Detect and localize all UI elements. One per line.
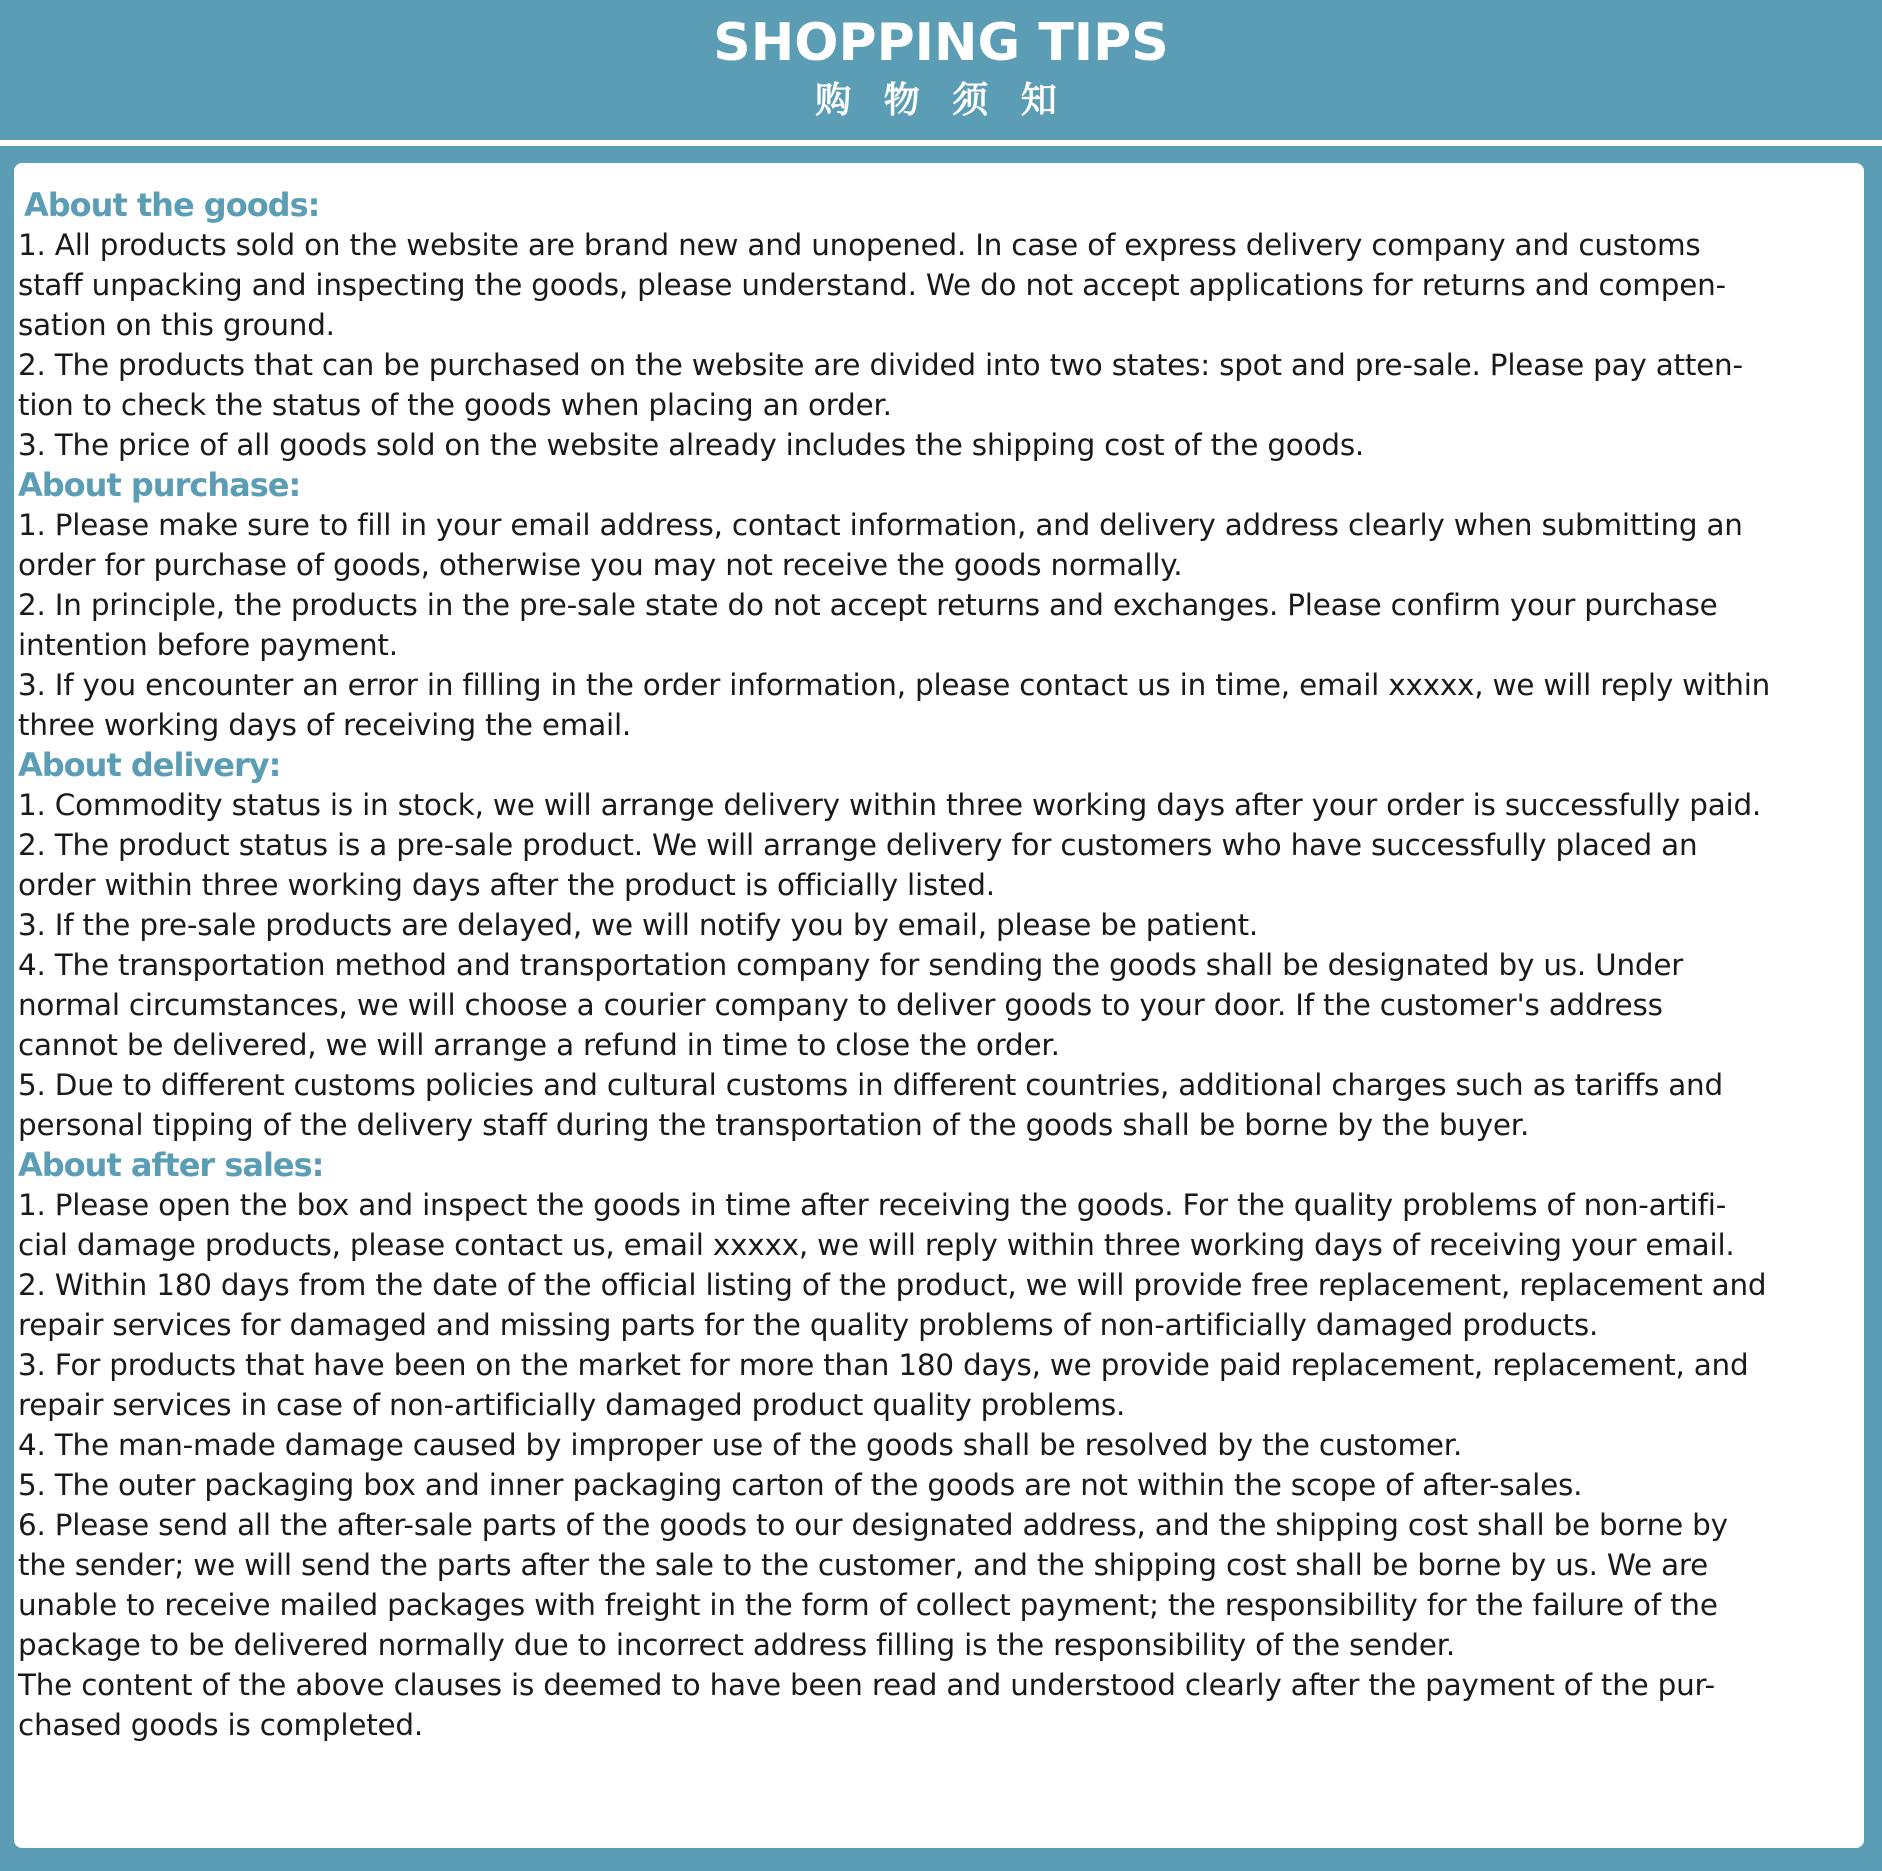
section-line: cannot be delivered, we will arrange a refund in time to close the order. bbox=[18, 1028, 1060, 1062]
section-line: The content of the above clauses is deemed to have been read and understood clearly after the payment of the pur- bbox=[18, 1668, 1715, 1702]
section-line: 1. Please open the box and inspect the goods in time after receiving the goods. For the quality problems of non-artifi- bbox=[18, 1188, 1727, 1222]
section-line: order for purchase of goods, otherwise you may not receive the goods normally. bbox=[18, 548, 1183, 582]
section-line: 3. If the pre-sale products are delayed, we will notify you by email, please be patient. bbox=[18, 908, 1259, 942]
section-delivery bbox=[18, 745, 1862, 1145]
page-title: SHOPPING TIPS bbox=[713, 13, 1169, 73]
section-line: 2. The product status is a pre-sale product. We will arrange delivery for customers who have successfully placed an bbox=[18, 828, 1698, 862]
section-line: normal circumstances, we will choose a courier company to deliver goods to your door. If the customer's address bbox=[18, 988, 1663, 1022]
section-line: intention before payment. bbox=[18, 628, 398, 662]
section-line: sation on this ground. bbox=[18, 308, 335, 342]
section-line: three working days of receiving the email. bbox=[18, 708, 632, 742]
section-line: 3. For products that have been on the market for more than 180 days, we provide paid replacement, replacement, and bbox=[18, 1348, 1749, 1382]
section-line: 6. Please send all the after-sale parts of the goods to our designated address, and the shipping cost shall be borne by bbox=[18, 1508, 1728, 1542]
section-line: the sender; we will send the parts after the sale to the customer, and the shipping cost shall be borne by us. We are bbox=[18, 1548, 1709, 1582]
header-banner bbox=[0, 0, 1882, 138]
section-heading: About purchase: bbox=[18, 466, 301, 504]
section-line: personal tipping of the delivery staff during the transportation of the goods shall be borne by the buyer. bbox=[18, 1108, 1530, 1142]
section-heading: About delivery: bbox=[18, 746, 281, 784]
content-panel bbox=[14, 163, 1864, 1848]
section-heading: About the goods: bbox=[24, 186, 320, 224]
section-line: 2. In principle, the products in the pre-sale state do not accept returns and exchanges. Please confirm your purchase bbox=[18, 588, 1718, 622]
section-after-sales bbox=[18, 1145, 1862, 1745]
content-body bbox=[18, 185, 1862, 1745]
section-line: repair services in case of non-artificially damaged product quality problems. bbox=[18, 1388, 1126, 1422]
header-divider bbox=[0, 140, 1882, 146]
section-line: 5. Due to different customs policies and cultural customs in different countries, additional charges such as tariffs and bbox=[18, 1068, 1723, 1102]
section-line: 1. Please make sure to fill in your email address, contact information, and delivery address clearly when submitting an bbox=[18, 508, 1743, 542]
section-line: 1. Commodity status is in stock, we will arrange delivery within three working days after your order is successfully paid. bbox=[18, 788, 1762, 822]
section-line: staff unpacking and inspecting the goods, please understand. We do not accept applications for returns and compen- bbox=[18, 268, 1726, 302]
section-line: package to be delivered normally due to incorrect address filling is the responsibility of the sender. bbox=[18, 1628, 1456, 1662]
section-line: 4. The man-made damage caused by improper use of the goods shall be resolved by the customer. bbox=[18, 1428, 1463, 1462]
section-line: cial damage products, please contact us, email xxxxx, we will reply within three working days of receiving your email. bbox=[18, 1228, 1735, 1262]
section-purchase bbox=[18, 465, 1862, 745]
section-line: 3. The price of all goods sold on the website already includes the shipping cost of the goods. bbox=[18, 428, 1365, 462]
section-line: chased goods is completed. bbox=[18, 1708, 424, 1742]
section-heading: About after sales: bbox=[18, 1146, 324, 1184]
section-goods bbox=[18, 185, 1862, 465]
section-line: 3. If you encounter an error in filling in the order information, please contact us in time, email xxxxx, we will reply within bbox=[18, 668, 1771, 702]
page-subtitle: 购 物 须 知 bbox=[815, 80, 1067, 121]
section-line: tion to check the status of the goods when placing an order. bbox=[18, 388, 892, 422]
section-line: 2. The products that can be purchased on the website are divided into two states: spot and pre-sale. Please pay atten- bbox=[18, 348, 1743, 382]
section-line: 2. Within 180 days from the date of the official listing of the product, we will provide free replacement, replacement and bbox=[18, 1268, 1767, 1302]
section-line: repair services for damaged and missing parts for the quality problems of non-artificially damaged products. bbox=[18, 1308, 1599, 1342]
section-line: 1. All products sold on the website are brand new and unopened. In case of express delivery company and customs bbox=[18, 228, 1701, 262]
section-line: 5. The outer packaging box and inner packaging carton of the goods are not within the scope of after-sales. bbox=[18, 1468, 1583, 1502]
section-line: unable to receive mailed packages with freight in the form of collect payment; the responsibility for the failure of the bbox=[18, 1588, 1718, 1622]
section-line: 4. The transportation method and transportation company for sending the goods shall be designated by us. Under bbox=[18, 948, 1684, 982]
section-line: order within three working days after the product is officially listed. bbox=[18, 868, 995, 902]
